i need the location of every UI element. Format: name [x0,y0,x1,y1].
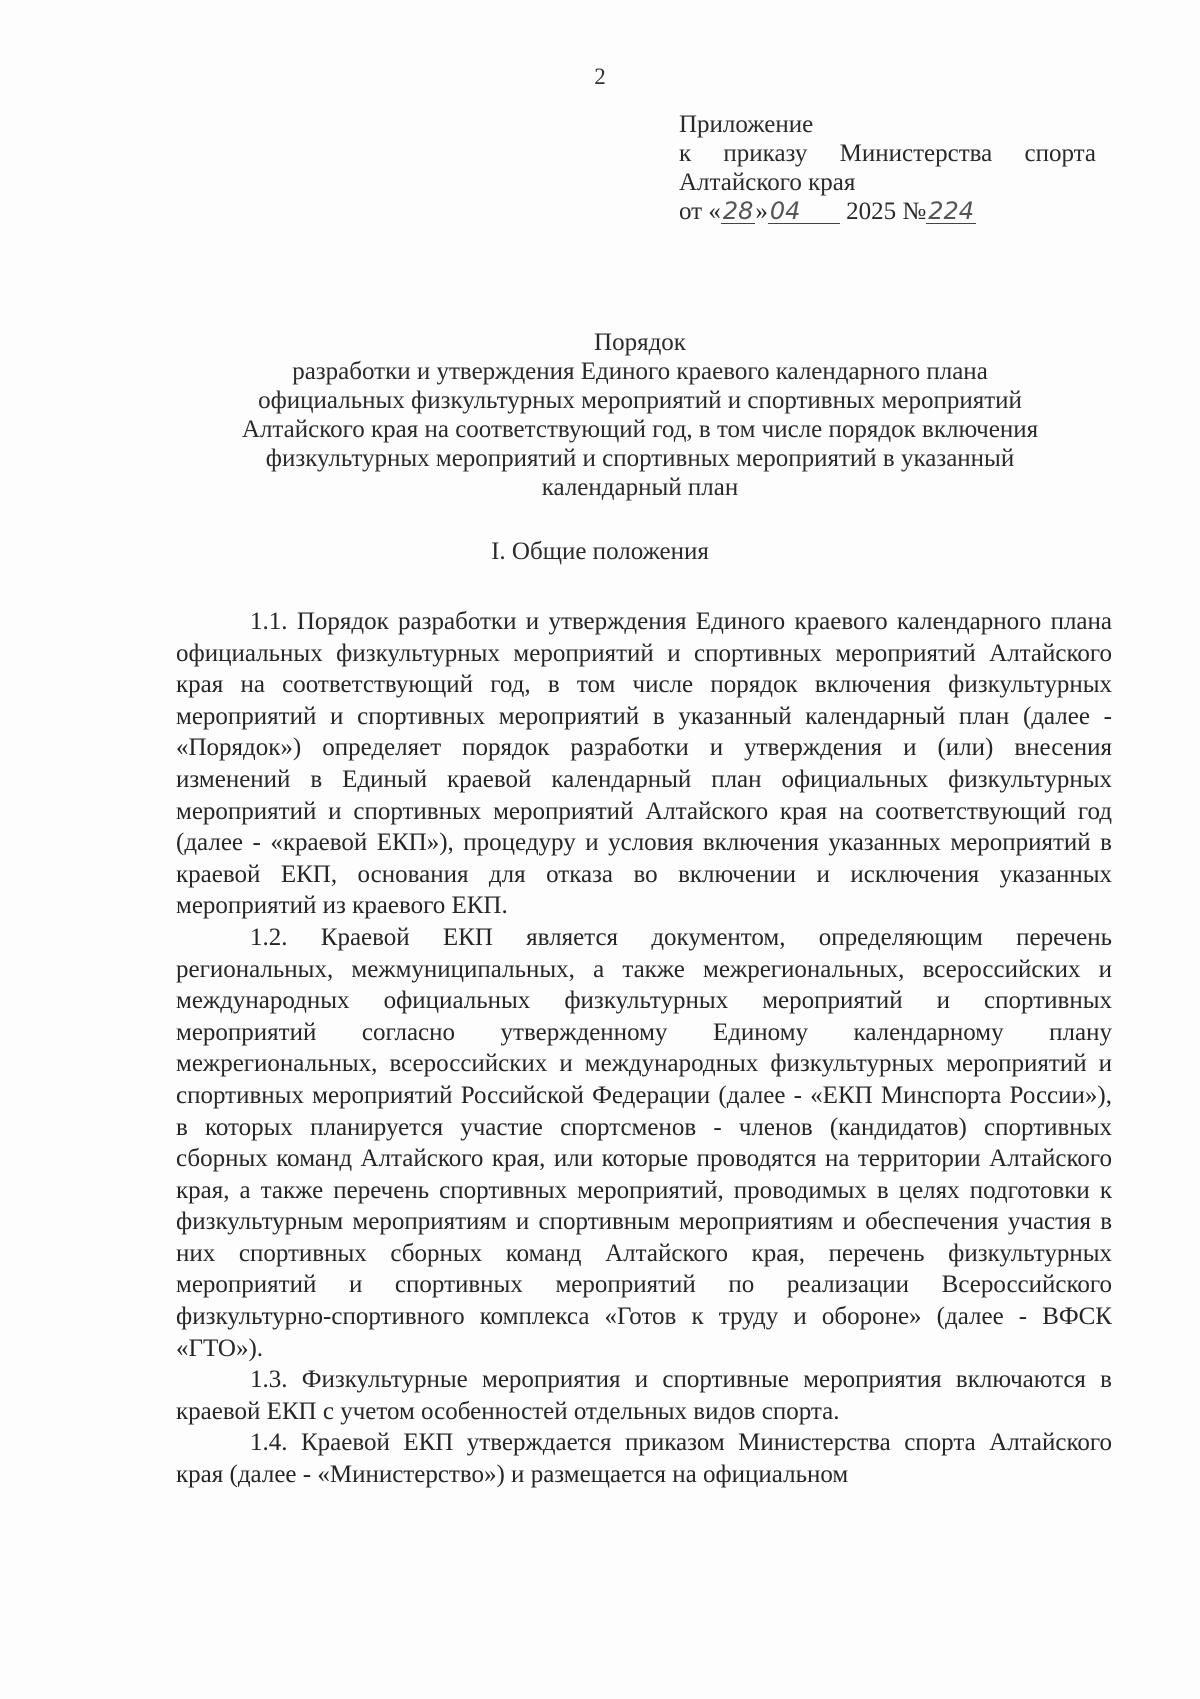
appendix-order-ref: к приказу Министерства спорта [679,140,1096,167]
appendix-block [679,110,1099,226]
paragraph-1-3: 1.3. Физкультурные мероприятия и спортивные мероприятия включаются в краевой ЕКП с учетом особенностей отдельных видов спорта. [176,1366,1112,1425]
date-mid: » [755,198,768,225]
title-line: физкультурных мероприятий и спортивных мероприятий в указанный [265,445,1015,472]
section-heading: I. Общие положения [491,538,709,565]
handwritten-month: 04 [768,199,840,224]
document-body [176,606,1112,1491]
date-prefix: от « [679,198,721,225]
paragraph-1-1: 1.1. Порядок разработки и утверждения Единого краевого календарного плана официальных физкультурных мероприятий и спортивных мероприятий Алтайского края на соответствующий год, в том числе порядок включения физкультурных мероприятий и спортивных мероприятий в указанный календарный план (далее - «Порядок») определяет порядок разработки и утверждения и (или) внесения изменений в Единый краевой календарный план официальных физкультурных мероприятий и спортивных мероприятий Алтайского края на соответствующий год (далее - «краевой ЕКП»), процедуру и условия включения указанных мероприятий в краевой ЕКП, основания для отказа во включении и исключения указанных мероприятий из краевого ЕКП. [176,608,1112,920]
handwritten-order-number: 224 [928,197,975,225]
title-line: Алтайского края на соответствующий год, в том числе порядок включения [241,416,1039,443]
appendix-region: Алтайского края [679,169,856,196]
title-line: Порядок [594,329,686,356]
document-title [190,328,1090,502]
date-year: 2025 № [846,198,927,225]
title-line: официальных физкультурных мероприятий и спортивных мероприятий [258,387,1022,414]
title-line: календарный план [541,474,739,501]
appendix-label: Приложение [679,111,814,138]
page-number: 2 [594,64,606,89]
appendix-date-line [679,197,1099,226]
paragraph-1-2: 1.2. Краевой ЕКП является документом, определяющим перечень региональных, межмуниципальных, а также межрегиональных, всероссийских и международных официальных физкультурных мероприятий и спортивных мероприятий согласно утвержденному Единому календарному плану межрегиональных, всероссийских и международных физкультурных мероприятий и спортивных мероприятий Российской Федерации (далее - «ЕКП Минспорта России»), в которых планируется участие спортсменов - членов (кандидатов) спортивных сборных команд Алтайского края, или которые проводятся на территории Алтайского края, а также перечень спортивных мероприятий, проводимых в целях подготовки к физкультурным мероприятиям и спортивным мероприятиям и обеспечения участия в них спортивных сборных команд Алтайского края, перечень физкультурных мероприятий и спортивных мероприятий по реализации Всероссийского физкультурно-спортивного комплекса «Готов к труду и обороне» (далее - ВФСК «ГТО»). [176,923,1112,1362]
handwritten-day: 28 [722,197,754,225]
paragraph-1-4: 1.4. Краевой ЕКП утверждается приказом Министерства спорта Алтайского края (далее - «Министерство») и размещается на официальном [176,1429,1112,1489]
title-line: разработки и утверждения Единого краевого календарного плана [292,358,988,385]
